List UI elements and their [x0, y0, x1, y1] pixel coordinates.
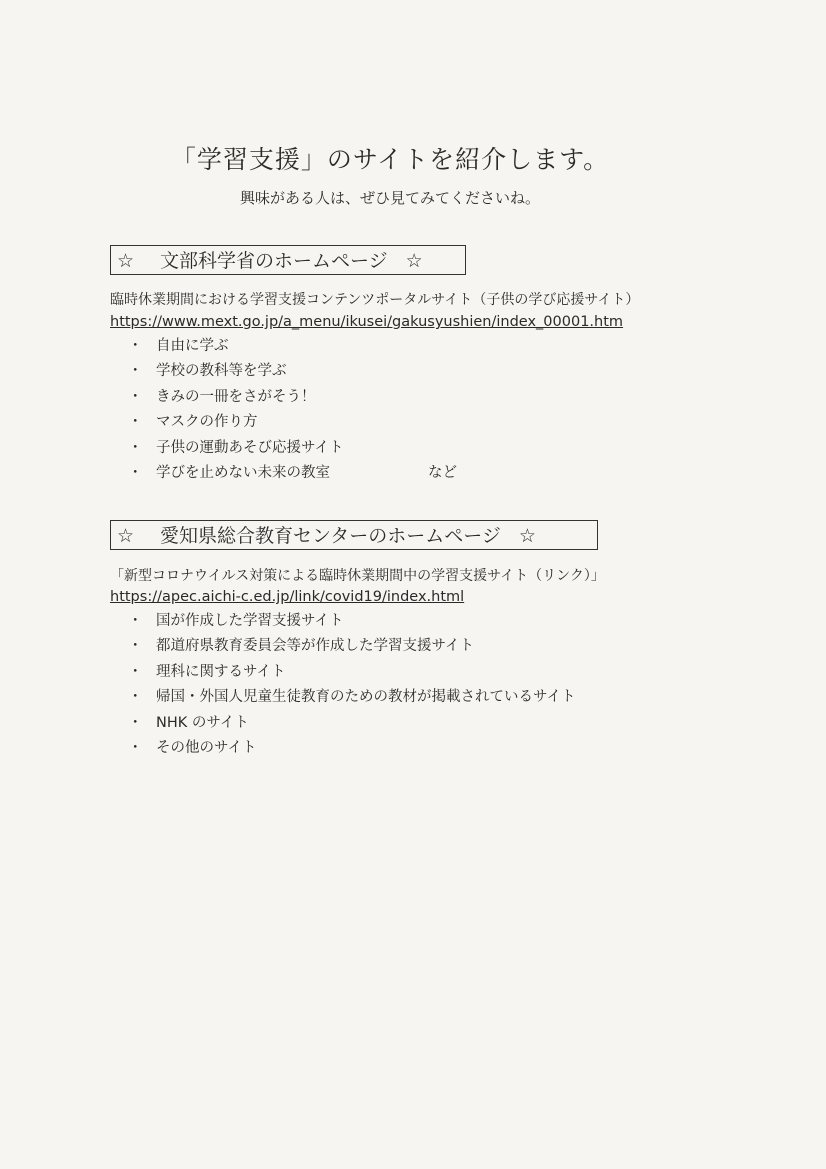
bullet: ・: [128, 638, 143, 655]
list-item: [128, 660, 575, 685]
star-icon: ☆: [405, 250, 423, 272]
bullet: ・: [128, 714, 143, 731]
list-item: [128, 736, 575, 761]
list-item-label: 理科に関するサイト: [156, 663, 286, 680]
list-item-label: きみの一冊をさがそう！: [156, 388, 316, 405]
list-item-label: 子供の運動あそび応援サイト: [156, 439, 344, 456]
list-item-label: 学校の教科等を学ぶ: [156, 363, 287, 380]
star-icon: ☆: [117, 250, 135, 272]
list-item: [128, 685, 575, 710]
list-item-label: 帰国・外国人児童生徒教育のための教材が掲載されているサイト: [156, 689, 576, 706]
bullet: ・: [128, 363, 143, 380]
section-heading-text: 愛知県総合教育センターのホームページ: [160, 525, 501, 547]
list-item: [128, 359, 343, 384]
page-title: 「学習支援」のサイトを紹介します。: [170, 145, 610, 174]
bullet: ・: [128, 689, 143, 706]
list-item-label: 学びを止めない未来の教室: [156, 464, 330, 481]
list-item-label: マスクの作り方: [156, 414, 258, 431]
star-icon: ☆: [518, 525, 536, 547]
bullet: ・: [128, 338, 143, 354]
section-heading-aichi: [110, 520, 598, 550]
list-item-label: 自由に学ぶ: [156, 338, 229, 354]
section-description: 臨時休業期間における学習支援コンテンツポータルサイト（子供の学び応援サイト）: [110, 292, 640, 308]
bullet: ・: [128, 739, 143, 756]
list-item: [128, 436, 343, 461]
bullet: ・: [128, 388, 143, 405]
section-heading-mext: [110, 245, 466, 275]
list-item: [128, 609, 575, 634]
aichi-link[interactable]: https://apec.aichi-c.ed.jp/link/covid19/index.html: [110, 589, 465, 605]
bullet: ・: [128, 464, 143, 481]
trailing-text: など: [428, 464, 457, 481]
bullet: ・: [128, 613, 143, 629]
list-item: [128, 634, 575, 659]
list-item-label: NHK のサイト: [156, 714, 249, 731]
section-heading-text: 文部科学省のホームページ: [160, 250, 388, 272]
star-icon: ☆: [117, 525, 135, 547]
list-item-label: 都道府県教育委員会等が作成した学習支援サイト: [156, 638, 474, 655]
list-item: [128, 385, 343, 410]
list-item: [128, 410, 343, 435]
bullet: ・: [128, 439, 143, 456]
page-subtitle: 興味がある人は、ぜひ見てみてくださいね。: [239, 189, 540, 207]
list-item-label: その他のサイト: [156, 739, 257, 756]
list-item: [128, 334, 343, 359]
bullet: ・: [128, 414, 143, 431]
bullet: ・: [128, 663, 143, 680]
section-description: 「新型コロナウイルス対策による臨時休業期間中の学習支援サイト（リンク）」: [110, 568, 605, 584]
list-item: [128, 461, 457, 486]
aichi-item-list: [128, 609, 575, 761]
list-item-label: 国が作成した学習支援サイト: [156, 613, 344, 629]
list-item: [128, 711, 575, 736]
mext-link[interactable]: https://www.mext.go.jp/a_menu/ikusei/gakusyushien/index_00001.htm: [110, 314, 624, 330]
mext-item-list: [128, 334, 457, 486]
